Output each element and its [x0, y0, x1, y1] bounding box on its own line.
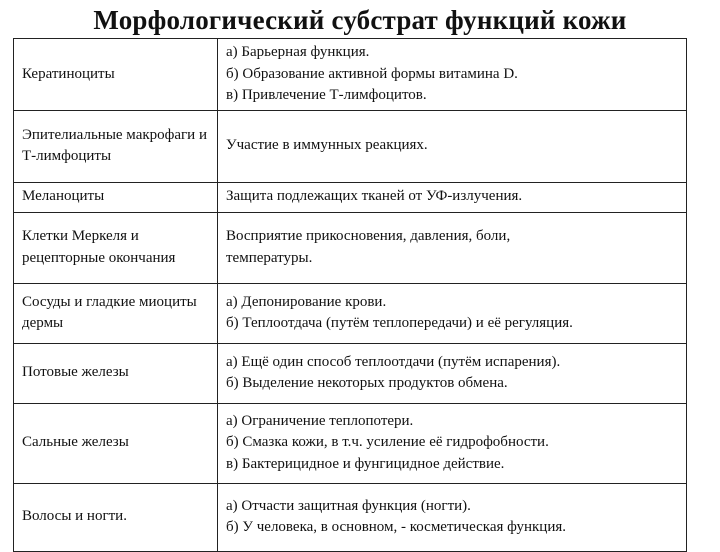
cell-functions	[218, 212, 687, 283]
function-line: б) У человека, в основном, - косметическая функция.	[226, 519, 567, 535]
function-line: в) Привлечение Т-лимфоцитов.	[226, 87, 427, 103]
cell-functions	[218, 343, 687, 403]
table-row	[14, 182, 687, 212]
function-line: Защита подлежащих тканей от УФ-излучения.	[226, 188, 523, 205]
table-row	[14, 283, 687, 343]
table-row	[14, 212, 687, 283]
function-line: а) Барьерная функция.	[226, 44, 370, 60]
table-row	[14, 110, 687, 182]
function-line: б) Образование активной формы витамина D.	[226, 65, 518, 82]
cell-structure: Эпителиальные макрофаги и Т-лимфоциты	[14, 110, 218, 182]
cell-functions	[218, 110, 687, 182]
cell-structure: Сосуды и гладкие миоциты дермы	[14, 283, 218, 343]
function-line: Участие в иммунных реакциях.	[226, 137, 428, 154]
table-row	[14, 483, 687, 551]
cell-structure: Потовые железы	[14, 343, 218, 403]
cell-structure: Кератиноциты	[14, 39, 218, 111]
function-line: Восприятие прикосновения, давления, боли,	[226, 228, 511, 244]
cell-structure: Клетки Меркеля и рецепторные окончания	[14, 212, 218, 283]
slide-title: Морфологический субстрат функций кожи	[93, 5, 627, 35]
function-line: в) Бактерицидное и фунгицидное действие.	[226, 455, 505, 472]
function-line: а) Отчасти защитная функция (ногти).	[226, 497, 471, 514]
table-row	[14, 39, 687, 111]
cell-functions	[218, 403, 687, 483]
function-line: б) Смазка кожи, в т.ч. усиление её гидрофобности.	[226, 434, 549, 451]
cell-structure: Волосы и ногти.	[14, 483, 218, 551]
table-row	[14, 403, 687, 483]
function-line: а) Ограничение теплопотери.	[226, 412, 414, 429]
function-line: б) Теплоотдача (путём теплопередачи) и её регуляция.	[226, 315, 573, 331]
function-line: температуры.	[226, 249, 313, 266]
cell-structure: Сальные железы	[14, 403, 218, 483]
cell-structure: Меланоциты	[14, 182, 218, 212]
function-line: б) Выделение некоторых продуктов обмена.	[226, 375, 508, 391]
function-table	[13, 38, 687, 552]
cell-functions	[218, 182, 687, 212]
table-row	[14, 343, 687, 403]
cell-functions	[218, 39, 687, 111]
function-line: а) Депонирование крови.	[226, 293, 387, 310]
function-line: а) Ещё один способ теплоотдачи (путём испарения).	[226, 353, 561, 370]
cell-functions	[218, 483, 687, 551]
cell-functions	[218, 283, 687, 343]
